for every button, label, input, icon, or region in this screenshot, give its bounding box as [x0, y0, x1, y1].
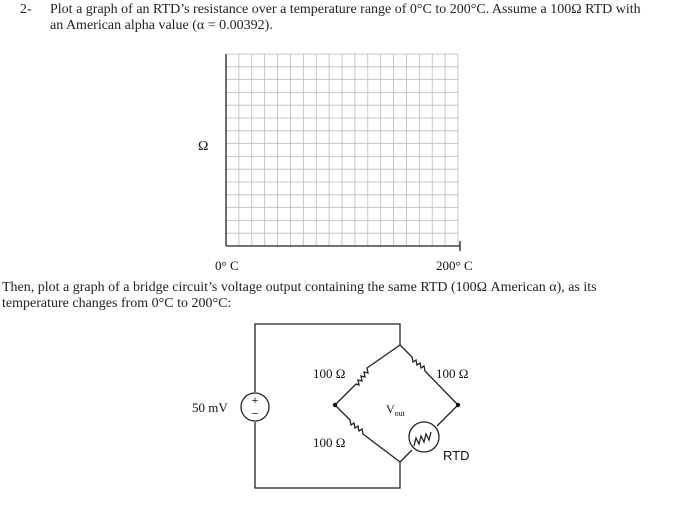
x-axis-start-label: 0° C	[215, 258, 239, 273]
x-axis-end-label: 200° C	[436, 258, 473, 273]
problem-text-line-2: an American alpha value (α = 0.00392).	[50, 18, 273, 33]
wire-top	[255, 324, 400, 392]
resistor-top-left-label: 100 Ω	[313, 366, 346, 381]
problem-text-line-1: Plot a graph of an RTD’s resistance over a temperature range of 0°C to 200°C. Assume a 100Ω RTD with	[50, 2, 641, 17]
resistor-top-right-label: 100 Ω	[436, 366, 469, 381]
wire-bottom	[255, 422, 400, 488]
resistor-bottom-left-label: 100 Ω	[313, 435, 346, 450]
node-left	[333, 403, 337, 407]
source-minus-sign: −	[251, 408, 259, 420]
rtd-circle	[409, 422, 439, 452]
source-plus-sign: +	[251, 395, 259, 407]
part2-text-line-2: temperature changes from 0°C to 200°C:	[2, 296, 232, 311]
rtd-zigzag	[414, 432, 431, 446]
vout-label: $V_{out}$	[386, 402, 405, 418]
rtd-lead-top	[437, 405, 458, 426]
graph-grid	[226, 54, 458, 246]
source-label: 50 mV	[192, 400, 228, 415]
problem-number: 2-	[20, 2, 32, 17]
bridge-circuit	[241, 324, 458, 488]
rtd-label: RTD	[443, 448, 470, 463]
node-right	[456, 403, 460, 407]
rtd-lead-bottom	[400, 450, 412, 462]
part2-text-line-1: Then, plot a graph of a bridge circuit’s voltage output containing the same RTD (100Ω American α), as its	[2, 280, 597, 295]
y-axis-label: Ω	[198, 139, 209, 154]
